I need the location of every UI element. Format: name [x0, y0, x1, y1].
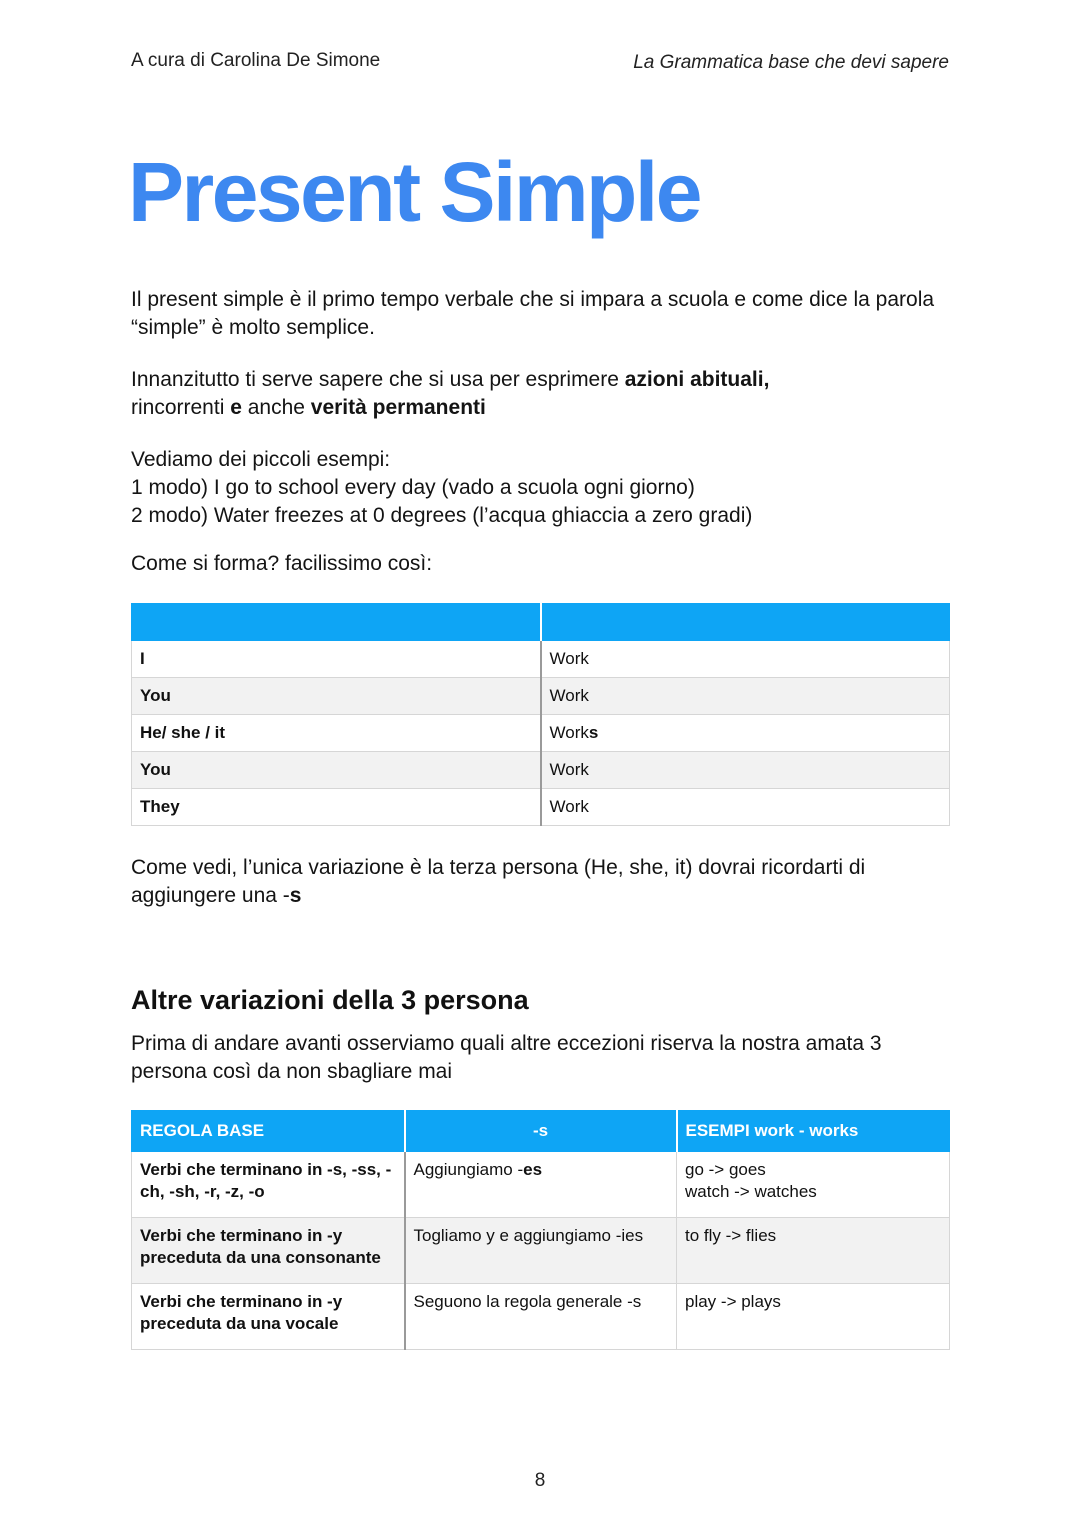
usage-paragraph	[131, 366, 961, 422]
verb-cell: Work	[541, 641, 950, 678]
header-examples: ESEMPI work - works	[677, 1111, 950, 1152]
conjugation-table	[131, 603, 950, 826]
usage-bold-habitual: azioni abituali,	[624, 368, 770, 391]
action-cell: Seguono la regola generale -s	[405, 1284, 677, 1350]
usage-text: Innanzitutto ti serve sapere che si usa per esprimere	[131, 368, 625, 391]
action-cell: Aggiungiamo -es	[405, 1152, 677, 1218]
note-bold-s: s	[289, 884, 302, 907]
verb-cell: Work	[541, 752, 950, 789]
example-cell: to fly -> flies	[677, 1218, 950, 1284]
pronoun-cell: I	[132, 641, 541, 678]
intro-paragraph: Il present simple è il primo tempo verbale che si impara a scuola e come dice la parola “simple” è molto semplice.	[131, 288, 935, 339]
table-row	[132, 1218, 950, 1284]
pronoun-cell: You	[132, 678, 541, 715]
pronoun-cell: They	[132, 789, 541, 826]
table-row	[132, 789, 950, 826]
suffix-s: s	[588, 723, 599, 742]
table-row	[132, 678, 950, 715]
section-intro: Prima di andare avanti osserviamo quali altre eccezioni riserva la nostra amata 3 persona così da non sbagliare mai	[131, 1032, 882, 1083]
pronoun-cell: He/ she / it	[132, 715, 541, 752]
header-book-title: La Grammatica base che devi sapere	[633, 52, 949, 73]
table-row	[132, 1152, 950, 1218]
usage-text-2: rincorrenti	[131, 396, 231, 419]
action-cell: Togliamo y e aggiungiamo -ies	[405, 1218, 677, 1284]
rule-cell: Verbi che terminano in -y preceduta da una consonante	[132, 1218, 405, 1284]
verb-cell: Work	[541, 789, 950, 826]
formation-question: Come si forma? facilissimo così:	[131, 552, 433, 575]
example-1: 1 modo) I go to school every day (vado a scuola ogni giorno)	[131, 476, 695, 499]
table-header-cell	[541, 604, 950, 641]
usage-bold-truths: verità permanenti	[310, 396, 486, 419]
pronoun-cell: You	[132, 752, 541, 789]
section-heading: Altre variazioni della 3 persona	[131, 985, 529, 1015]
usage-bold-e: e	[230, 396, 242, 419]
header-author: A cura di Carolina De Simone	[131, 50, 381, 71]
examples-paragraph	[131, 446, 961, 530]
table-header-row	[132, 1111, 950, 1152]
table-row	[132, 752, 950, 789]
usage-text-3: anche	[241, 396, 311, 419]
table-row	[132, 1284, 950, 1350]
page-number: 8	[534, 1470, 546, 1491]
example-2: 2 modo) Water freezes at 0 degrees (l’acqua ghiaccia a zero gradi)	[131, 504, 753, 527]
verb-cell: Works	[541, 715, 950, 752]
table-header-cell	[132, 604, 541, 641]
header-s: -s	[405, 1111, 677, 1152]
examples-lead: Vediamo dei piccoli esempi:	[131, 448, 391, 471]
table-row	[132, 641, 950, 678]
table-row	[132, 715, 950, 752]
rules-table	[131, 1110, 950, 1350]
verb-cell: Work	[541, 678, 950, 715]
page-title: Present Simple	[128, 145, 700, 239]
table-header-row	[132, 604, 950, 641]
rule-cell: Verbi che terminano in -s, -ss, -ch, -sh, -r, -z, -o	[132, 1152, 405, 1218]
example-cell: go -> goes watch -> watches	[677, 1152, 950, 1218]
third-person-note: Come vedi, l’unica variazione è la terza persona (He, she, it) dovrai ricordarti di aggiungere una -s	[131, 856, 866, 907]
rule-cell: Verbi che terminano in -y preceduta da una vocale	[132, 1284, 405, 1350]
header-rule: REGOLA BASE	[132, 1111, 405, 1152]
example-cell: play -> plays	[677, 1284, 950, 1350]
